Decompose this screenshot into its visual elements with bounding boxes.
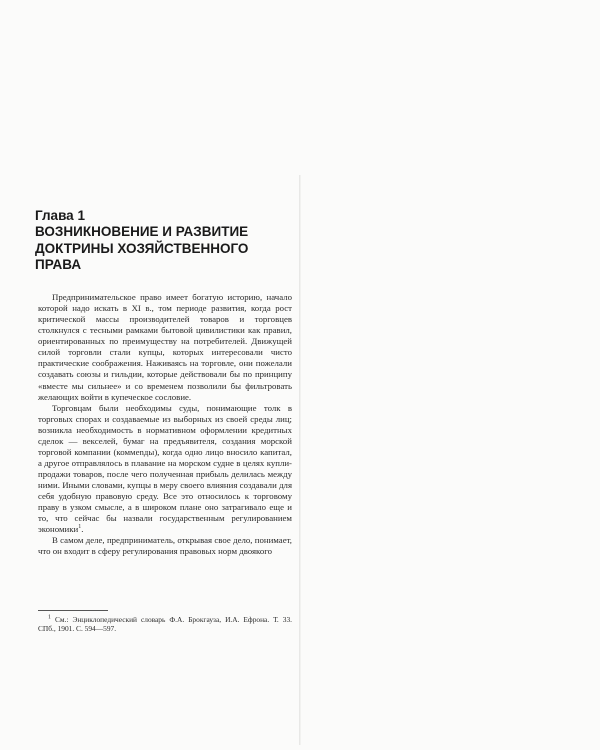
chapter-heading [35,208,280,274]
paragraph: Торговцам были необходимы суды, понимающие толк в торговых спорах и создаваемые из выборных из своей среды лиц; возникла необходимость в нормативном оформлении кредитных сделок — векселей, бумаг на предъявителя, создания морской торговой компании (коммenды), когда одно лицо вносило капитал, а другое отправлялось в плавание на морском судне в целях купли-продажи товаров, после чего полученная прибыль делилась между ними. Иными словами, купцы в меру своего влияния создавали для себя удобную правовую среду. Все это относилось к торговому праву в узком смысле, а в широком плане оно затрагивало еще и то, что сейчас бы назвали государственным регулированием экономики$^1$. [38,402,292,535]
chapter-title-line-2: ДОКТРИНЫ ХОЗЯЙСТВЕННОГО ПРАВА [35,240,249,272]
right-page [301,0,600,750]
left-body-text [38,292,292,558]
footnote [38,615,292,634]
footnote-rule [38,610,108,611]
chapter-title-line-1: ВОЗНИКНОВЕНИЕ И РАЗВИТИЕ [35,224,249,239]
footnote-marker: 1 [48,614,51,621]
paragraph: В самом деле, предприниматель, открывая свое дело, понимает, что он входит в сферу регулирования правовых норм двоякого [38,535,292,557]
footnote-text: См.: Энциклопедический словарь Ф.А. Брокгауза, И.А. Ефрона. Т. 33. СПб., 1901. С. 594—597. [38,615,292,634]
paragraph-text: Торговцам были необходимы суды, понимающие толк в торговых спорах и создаваемые из выборных из своей среды лиц; возникла необходимость в нормативном оформлении кредитных сделок — векселей, бумаг на предъявителя, создания морской торговой компании (коммenды), когда одно лицо вносило капитал, а другое отправлялось в плавание на морском судне в целях купли-продажи товаров, после чего полученная прибыль делилась между ними. Иными словами, купцы в меру своего влияния создавали для себя удобную правовую среду. Все это относилось к торговому праву в узком смысле, а в широком плане оно затрагивало еще и то, что сейчас бы назвали государственным регулированием экономики [38,402,292,535]
paragraph: Предпринимательское право имеет богатую историю, начало которой надо искать в XI в., том периоде развития, когда рост критической массы производителей товаров и торговцев столкнулся с тесными рамками бытовой цивилистики как правил, ориентированных по преимуществу на потребителей. Движущей силой торговли стали купцы, которых интересовали чисто практические соображения. Наживаясь на торговле, они пожелали создавать союзы и гильдии, которые действовали бы по принципу «вместе мы сильнее» и со временем позволили бы фильтровать желающих войти в купеческое сословие. [38,292,292,402]
chapter-number: Глава 1 [35,208,85,223]
footnote-ref: 1 [78,524,82,531]
